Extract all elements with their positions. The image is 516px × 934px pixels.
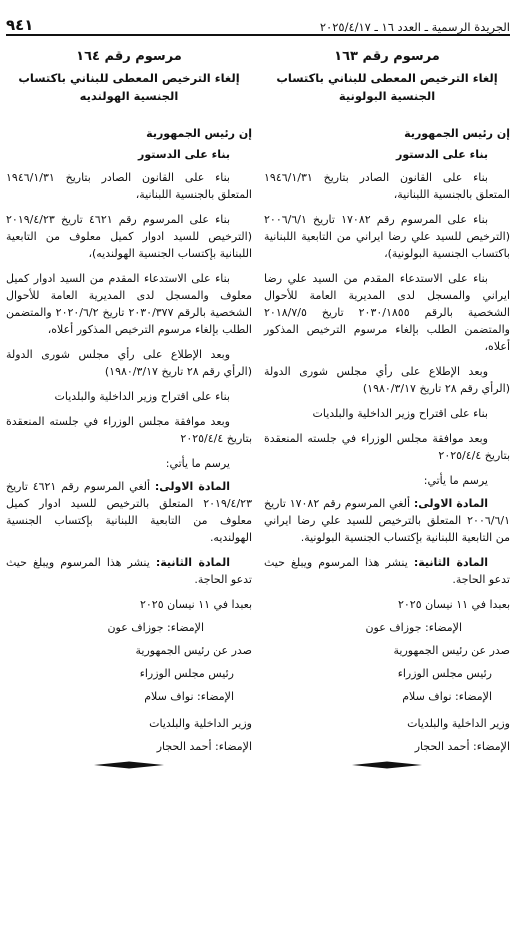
preamble-paragraph: وبعد موافقة مجلس الوزراء في جلسته المنعقدة بتاريخ ٢٠٢٥/٤/٤	[6, 415, 252, 445]
article-text: ينشر هذا المرسوم ويبلغ حيث تدعو الحاجة.	[6, 556, 252, 586]
preamble-paragraph: بناء على الاستدعاء المقدم من السيد علي رضا ايراني والمسجل لدى المديرية العامة للأحوال الشخصية بالرقم ٢٠٣٠/١٨٥٥ تاريخ ٢٠١٨/٧/٥ والمتضمن الطلب بإلغاء مرسوم الترخيص المذكور أعلاه،	[264, 272, 510, 353]
article-label: المادة الثانية:	[413, 556, 488, 569]
preamble-paragraph: بناء على الاستدعاء المقدم من السيد ادوار كميل معلوف والمسجل لدى المديرية العامة للأحوال الشخصية بالرقم ٢٠٣٠/٣٧٧ تاريخ ٢٠٢٠/٦/٢ والمتضمن الطلب بإلغاء مرسوم الترخيص المذكور أعلاه،	[6, 272, 252, 336]
article-2	[264, 554, 510, 588]
constitution-line: بناء على الدستور	[138, 148, 230, 161]
preamble-paragraph: وبعد موافقة مجلس الوزراء في جلسته المنعقدة بتاريخ ٢٠٢٥/٤/٤	[264, 432, 510, 462]
preamble-paragraph: بناء على القانون الصادر بتاريخ ١٩٤٦/١/٣١ المتعلق بالجنسية اللبنانية،	[264, 171, 510, 201]
president-signature: الإمضاء: جوزاف عون	[365, 621, 462, 634]
minister-signature: الإمضاء: أحمد الحجار	[414, 740, 510, 753]
decrees-line: يرسم ما يأتي:	[423, 474, 488, 487]
signing-date: بعبدا في ١١ نيسان ٢٠٢٥	[139, 598, 252, 611]
decree-title: مرسوم رقم ١٦٣	[334, 49, 440, 64]
article-label: المادة الاولى:	[154, 480, 230, 493]
page-number: ٩٤١	[6, 16, 34, 34]
page-header	[6, 8, 510, 36]
preamble-paragraph: بناء على القانون الصادر بتاريخ ١٩٤٦/١/٣١ المتعلق بالجنسية اللبنانية،	[6, 171, 252, 201]
preamble-paragraph: وبعد الإطلاع على رأي مجلس شورى الدولة (الرأي رقم ٢٨ تاريخ ١٩٨٠/٣/١٧)	[264, 365, 510, 395]
pm-title: رئيس مجلس الوزراء	[397, 667, 492, 680]
end-divider	[264, 761, 510, 769]
decrees-line: يرسم ما يأتي:	[165, 457, 230, 470]
preamble-paragraph: بناء على اقتراح وزير الداخلية والبلديات	[54, 390, 230, 403]
issued-by: صدر عن رئيس الجمهورية	[135, 644, 252, 657]
article-label: المادة الثانية:	[155, 556, 230, 569]
preamble-paragraph: بناء على اقتراح وزير الداخلية والبلديات	[312, 407, 488, 420]
decree-title: مرسوم رقم ١٦٤	[76, 49, 182, 64]
issued-by: صدر عن رئيس الجمهورية	[393, 644, 510, 657]
pm-title: رئيس مجلس الوزراء	[139, 667, 234, 680]
article-1	[6, 478, 252, 546]
president-line: إن رئيس الجمهورية	[146, 127, 252, 140]
decree-subject	[6, 69, 252, 105]
president-signature: الإمضاء: جوزاف عون	[107, 621, 204, 634]
president-line: إن رئيس الجمهورية	[404, 127, 510, 140]
decree-subject-line: الجنسية البولونية	[338, 89, 436, 103]
decree-subject-line: إلغاء الترخيص المعطى للبناني باكتساب	[18, 71, 240, 85]
constitution-line: بناء على الدستور	[396, 148, 488, 161]
end-divider	[6, 761, 252, 769]
article-text: ألغي المرسوم رقم ٤٦٢١ تاريخ ٢٠١٩/٤/٢٣ المتعلق بالترخيص للسيد ادوار كميل معلوف من التابعية اللبنانية بإكتساب الجنسية الهولنديه.	[6, 480, 252, 544]
columns	[6, 44, 510, 769]
decree-164-column	[6, 44, 252, 769]
minister-title: وزير الداخلية والبلديات	[407, 717, 510, 730]
article-2	[6, 554, 252, 588]
article-text: ينشر هذا المرسوم ويبلغ حيث تدعو الحاجة.	[264, 556, 510, 586]
signing-date: بعبدا في ١١ نيسان ٢٠٢٥	[397, 598, 510, 611]
article-label: المادة الاولى:	[413, 497, 488, 510]
pm-signature: الإمضاء: نواف سلام	[402, 690, 492, 703]
preamble-paragraph: بناء على المرسوم رقم ٤٦٢١ تاريخ ٢٠١٩/٤/٢٣ (الترخيص للسيد ادوار كميل معلوف من التابعية اللبنانية بإكتساب الجنسية الهولنديه)،	[6, 213, 252, 260]
article-1	[264, 495, 510, 546]
preamble-paragraph: وبعد الإطلاع على رأي مجلس شورى الدولة (الرأي رقم ٢٨ تاريخ ١٩٨٠/٣/١٧)	[6, 348, 252, 378]
decree-subject	[264, 69, 510, 105]
decree-subject-line: إلغاء الترخيص المعطى للبناني باكتساب	[276, 71, 498, 85]
minister-title: وزير الداخلية والبلديات	[149, 717, 252, 730]
minister-signature: الإمضاء: أحمد الحجار	[156, 740, 252, 753]
journal-header: الجريدة الرسمية ـ العدد ١٦ ـ ٢٠٢٥/٤/١٧	[319, 20, 510, 34]
decree-163-column	[264, 44, 510, 769]
pm-signature: الإمضاء: نواف سلام	[144, 690, 234, 703]
preamble-paragraph: بناء على المرسوم رقم ١٧٠٨٢ تاريخ ٢٠٠٦/٦/١ (الترخيص للسيد علي رضا ايراني من التابعية اللبنانية باكتساب الجنسية البولونية)،	[264, 213, 510, 260]
decree-subject-line: الجنسية الهولنديه	[79, 89, 179, 103]
article-text: ألغي المرسوم رقم ١٧٠٨٢ تاريخ ٢٠٠٦/٦/١ المتعلق بالترخيص للسيد علي رضا ايراني من التابعية اللبنانية بإكتساب الجنسية البولونية.	[264, 497, 510, 544]
